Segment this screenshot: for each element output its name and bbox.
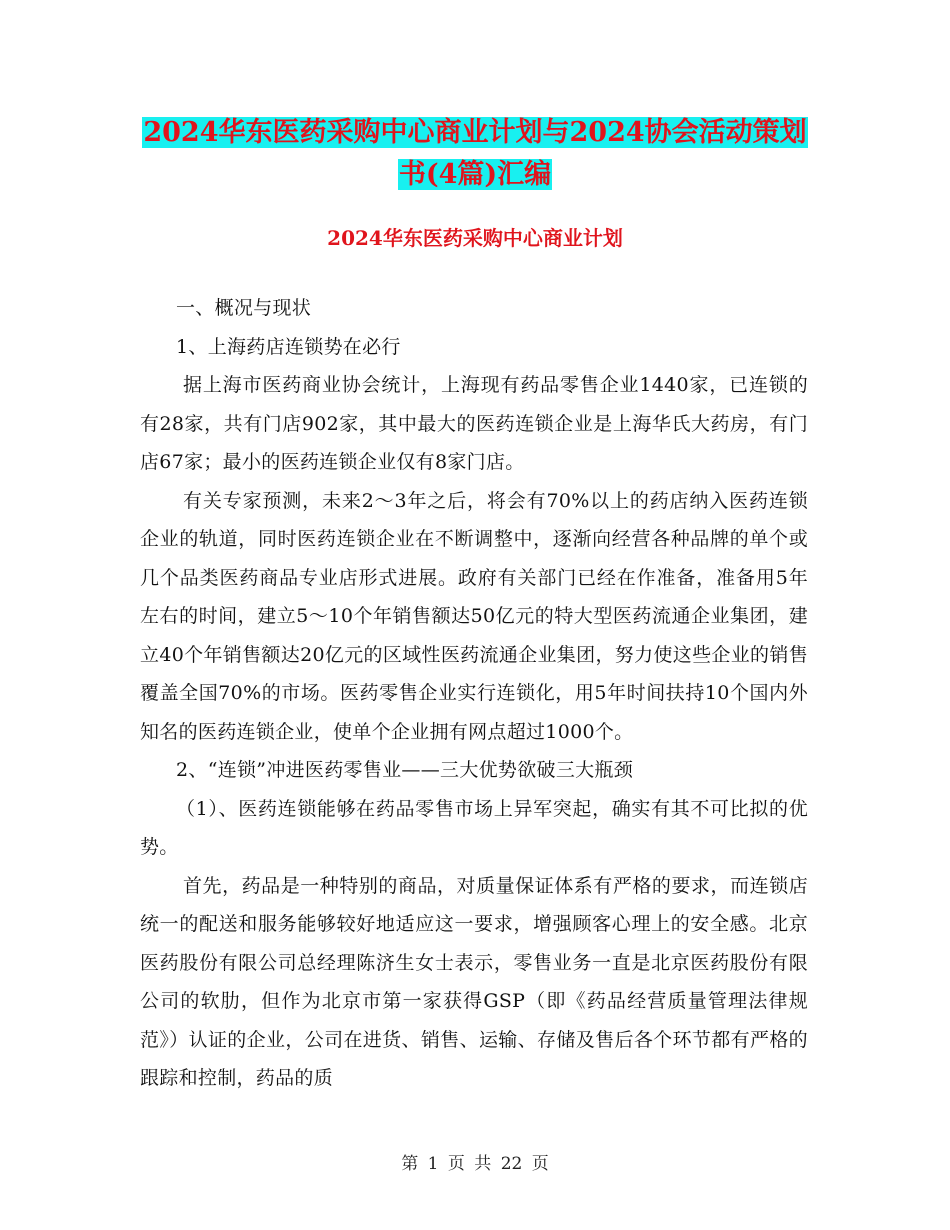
paragraph-expert-forecast: 有关专家预测，未来2～3年之后，将会有70%以上的药店纳入医药连锁企业的轨道，同时医药连锁企业在不断调整中，逐渐向经营各种品牌的单个或几个品类医药商品专业店形式进展。政府有关部门已经在作准备，准备用5年左右的时间，建立5～10个年销售额达50亿元的特大型医药流通企业集团，建立40个年销售额达20亿元的区域性医药流通企业集团，努力使这些企业的销售覆盖全国70%的市场。医药零售企业实行连锁化，用5年时间扶持10个国内外知名的医药连锁企业，使单个企业拥有网点超过1000个。 bbox=[140, 489, 808, 743]
section-title: 2024华东医药采购中心商业计划 bbox=[327, 226, 623, 250]
document-title-line-2 bbox=[0, 153, 950, 197]
heading-overview: 一、概况与现状 bbox=[176, 297, 312, 319]
paragraph-quality-assurance: 首先，药品是一种特别的商品，对质量保证体系有严格的要求，而连锁店统一的配送和服务能够较好地适应这一要求，增强顾客心理上的安全感。北京医药股份有限公司总经理陈济生女士表示，零售业务一直是北京医药股份有限公司的软肋，但作为北京市第一家获得GSP（即《药品经营质量管理法律规范》）认证的企业，公司在进货、销售、运输、存储及售后各个环节都有严格的跟踪和控制，药品的质 bbox=[140, 874, 808, 1089]
title-highlight-2: 书(4篇)汇编 bbox=[398, 159, 552, 190]
document-body bbox=[140, 289, 808, 1098]
paragraph-advantage-1: （1）、医药连锁能够在药品零售市场上异军突起，确实有其不可比拟的优势。 bbox=[140, 797, 808, 858]
heading-chain-advantages: 2、“连锁”冲进医药零售业——三大优势欲破三大瓶颈 bbox=[176, 759, 634, 781]
heading-shanghai-chain: 1、上海药店连锁势在必行 bbox=[176, 335, 401, 358]
page-footer: 第 1 页 共 22 页 bbox=[401, 1154, 549, 1174]
paragraph-statistics: 据上海市医药商业协会统计，上海现有药品零售企业1440家，已连锁的有28家，共有门店902家，其中最大的医药连锁企业是上海华氏大药房，有门店67家；最小的医药连锁企业仅有8家门店。 bbox=[140, 374, 808, 473]
document-title-line-1 bbox=[0, 111, 950, 155]
title-highlight-1: 2024华东医药采购中心商业计划与2024协会活动策划 bbox=[143, 117, 807, 148]
